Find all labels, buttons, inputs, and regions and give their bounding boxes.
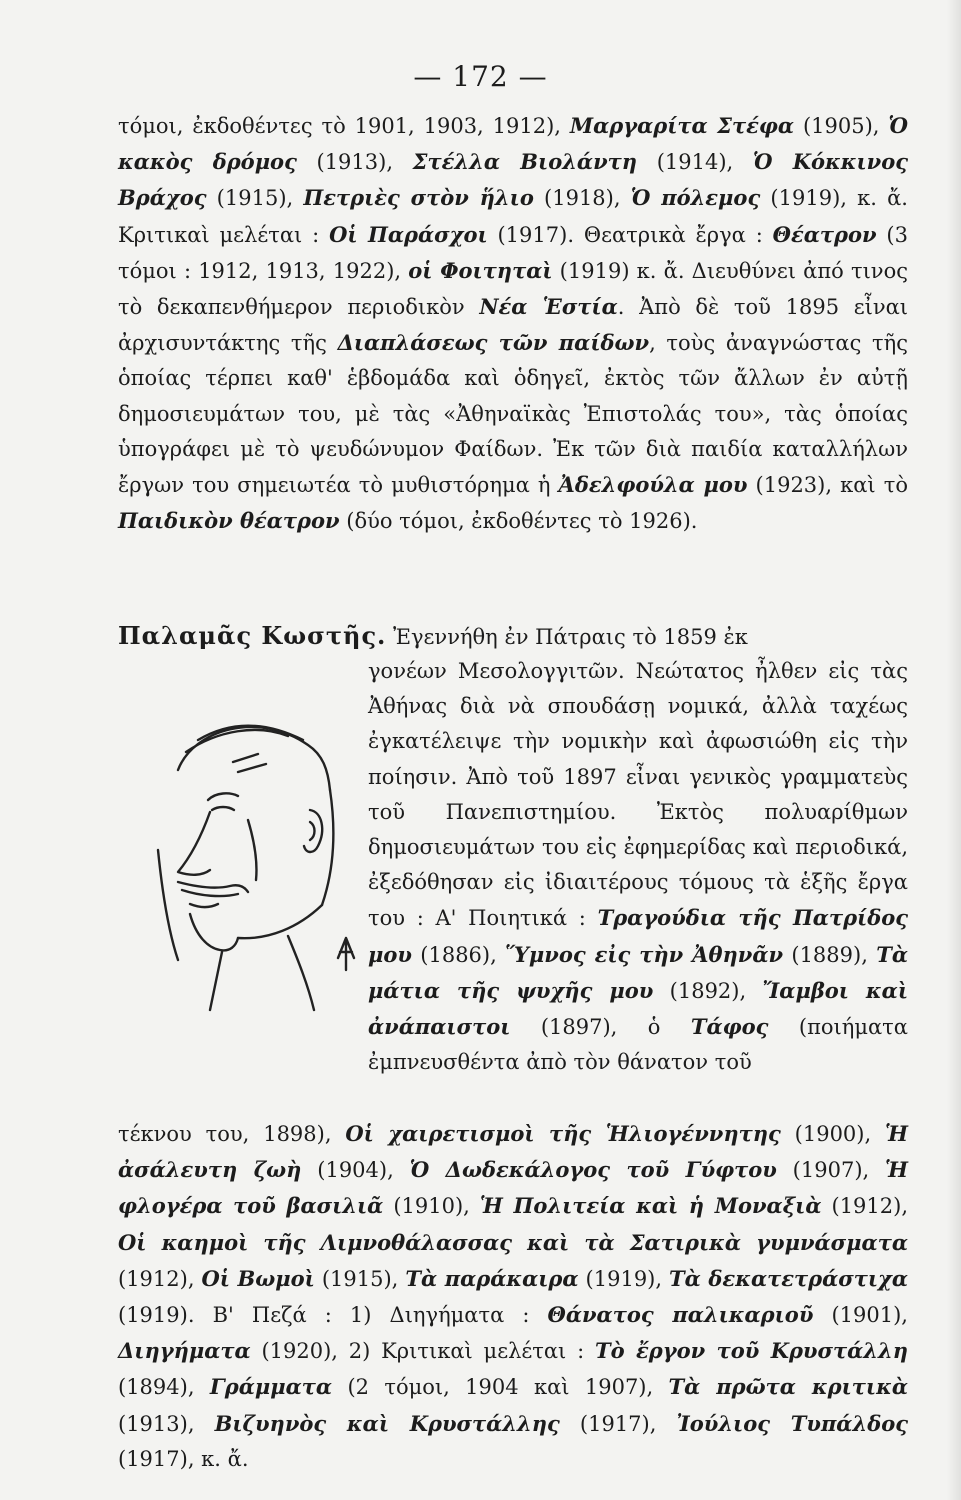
text-run: (1923), καὶ τὸ (747, 473, 908, 498)
paragraph-2 (368, 654, 908, 1080)
work-title: Νέα Ἑστία (479, 294, 618, 320)
work-title: Ὕμνος εἰς τὴν Ἀθηνᾶν (505, 941, 784, 967)
portrait-ear (304, 810, 322, 852)
entry-heading (118, 618, 908, 655)
portrait-ear-inner (310, 822, 315, 840)
text-run: (1892), (653, 978, 763, 1003)
text-run: (1919). Β' Πεζά : 1) Διηγήματα : (118, 1303, 548, 1328)
text-run: (1912), (118, 1266, 202, 1291)
text-run: . Ἀπὸ δὲ τοῦ 1895 εἶναι ἀρχισυντάκτης τῆς (118, 295, 909, 356)
work-title: Οἱ χαιρετισμοὶ τῆς Ἡλιογέννητης (345, 1121, 781, 1146)
work-title: Μαργαρίτα Στέφα (569, 113, 795, 138)
work-title: Διηγήματα (118, 1338, 251, 1364)
page-number: — 172 — (413, 60, 548, 93)
text-run: (1907), (776, 1158, 886, 1183)
portrait-forehead-line (233, 754, 258, 762)
text-run: (δύο τόμοι, ἐκδοθέντες τὸ 1926). (339, 509, 698, 534)
text-run: (1904), (301, 1158, 410, 1183)
text-run: (1912), (821, 1194, 909, 1219)
paragraph-3-text (118, 1116, 908, 1477)
work-title: Βιζυηνὸς καὶ Κρυστάλλης (214, 1410, 560, 1436)
portrait-nose (178, 812, 210, 875)
work-title: Θάνατος παλικαριοῦ (547, 1302, 814, 1328)
work-title: Ὁ κακὸς δρόμος (118, 113, 908, 175)
paragraph-3 (118, 1116, 908, 1477)
work-title: Πετριὲς στὸν ἥλιο (303, 185, 534, 211)
work-title: Τὰ δεκατετράστιχα (669, 1265, 909, 1291)
portrait-goatee (190, 914, 238, 950)
work-title: Τὰ παράκαιρα (405, 1265, 579, 1291)
text-run: (1905), (794, 114, 889, 138)
text-run: (2 τόμοι, 1904 καὶ 1907), (332, 1375, 669, 1400)
paragraph-2-text (368, 654, 908, 1080)
work-title: Τάφος (690, 1014, 769, 1040)
work-title: Ἡ ἀσάλευτη ζωὴ (118, 1121, 908, 1183)
work-title: Ἀδελφούλα μου (558, 472, 748, 498)
text-run: τέκνου του, 1898), (118, 1122, 346, 1146)
text-run: (1917). Θεατρικὰ ἔργα : (487, 222, 773, 247)
work-title: Παιδικὸν θέατρον (118, 508, 340, 534)
portrait-signature (338, 938, 354, 970)
author-name: Παλαμᾶς Κωστῆς. (118, 621, 387, 650)
work-title: Ἡ φλογέρα τοῦ βασιλιᾶ (118, 1157, 908, 1219)
work-title: Ὁ πόλεμος (630, 185, 761, 211)
work-title: Τὸ ἔργον τοῦ Κρυστάλλη (594, 1338, 908, 1364)
work-title: οἱ Φοιτηταὶ (408, 257, 553, 283)
work-title: Στέλλα Βιολάντη (412, 149, 638, 175)
paragraph-1-text (118, 108, 908, 539)
work-title: Οἱ Βωμοὶ (201, 1265, 315, 1291)
portrait-neck (210, 952, 222, 1010)
entry-heading-line (118, 618, 908, 655)
portrait-back-head (322, 790, 333, 905)
text-run: (1919), κ. ἄ. Κριτικαὶ μελέται : (118, 186, 908, 247)
work-title: Ὁ Κόκκινος Βράχος (118, 149, 909, 211)
portrait-collar-line (158, 850, 178, 960)
work-title: Οἱ καημοὶ τῆς Λιμνοθάλασσας καὶ τὰ Σατιρικὰ γυμνάσματα (118, 1229, 908, 1255)
text-run: (1913), (118, 1411, 215, 1436)
work-title: Ἴαμβοι καὶ ἀνάπαιστοι (368, 977, 908, 1040)
text-run: (1915), (314, 1266, 406, 1291)
text-run: (3 τόμοι : 1912, 1913, 1922), (118, 222, 908, 283)
portrait-eye (212, 807, 234, 810)
text-run: γονέων Μεσολογγιτῶν. Νεώτατος ἦλθεν εἰς τὰς Ἀθήνας διὰ νὰ σπουδάσῃ νομικά, ἀλλὰ ταχέως ἐγκατέλειψε τὴν νομικὴν καὶ ἀφωσιώθη εἰς τὴν ποίησιν. Ἀπὸ τοῦ 1897 εἶναι γενικὸς γραμματεὺς τοῦ Πανεπιστημίου. Ἐκτὸς πολυαρίθμων δημοσιευμάτων του εἰς ἐφημερίδας καὶ περιοδικά, ἐξεδόθησαν εἰς ἰδιαιτέρους τόμους τὰ ἑξῆς ἔργα του : Α' Ποιητικά : (368, 659, 908, 931)
text-run: (1914), (637, 150, 753, 175)
portrait-mustache-2 (182, 890, 238, 896)
portrait-head-outline (178, 727, 330, 790)
text-run: (1889), (783, 942, 877, 967)
text-run: (1917), κ. ἄ. (118, 1446, 249, 1471)
text-run: (1917), (559, 1411, 677, 1436)
work-title: Ὁ Δωδεκάλογος τοῦ Γύφτου (409, 1157, 777, 1183)
work-title: Διαπλάσεως τῶν παίδων (337, 330, 650, 356)
text-run: (1910), (383, 1194, 480, 1219)
text-run: (1897), ὁ (510, 1015, 691, 1040)
work-title: Τὰ πρῶτα κριτικὰ (668, 1374, 908, 1400)
text-run: (1913), (296, 150, 413, 175)
work-title: Τὰ μάτια τῆς ψυχῆς μου (368, 941, 909, 1003)
portrait-mustache (178, 882, 248, 892)
paragraph-1 (118, 108, 908, 539)
text-run: (1920), 2) Κριτικαὶ μελέται : (250, 1339, 595, 1364)
text-run: (1894), (118, 1375, 210, 1400)
work-title: Τραγούδια τῆς Πατρίδος μου (368, 905, 909, 967)
text-run: , τοὺς ἀναγνώστας τῆς ὁποίας τέρπει καθ' ἑβδομάδα καὶ ὁδηγεῖ, ἐκτὸς τῶν ἄλλων ἐν αὐτῇ δημοσιευμάτων του, μὲ τὰς «Ἀθηναϊκὰς Ἐπιστολάς του», τὰς ὁποίας ὑπογράφει μὲ τὸ ψευδώνυμον Φαίδων. Ἐκ τῶν διὰ παιδία καταλλήλων ἔργων του σημειωτέα τὸ μυθιστόρημα ἡ (118, 331, 908, 498)
text-run: (ποιήματα ἐμπνευσθέντα ἀπὸ τὸν θάνατον τοῦ (368, 1015, 908, 1075)
portrait-forehead-line-2 (238, 764, 266, 772)
text-run: (1900), (780, 1122, 886, 1146)
work-title: Ἰούλιος Τυπάλδος (676, 1410, 908, 1436)
work-title: Θέατρον (772, 221, 877, 247)
text-run: (1919), (578, 1266, 670, 1291)
portrait-mouth (190, 904, 218, 907)
work-title: Οἱ Παράσχοι (329, 221, 488, 247)
portrait-jaw (238, 905, 322, 938)
portrait-eyebrow (208, 793, 238, 800)
portrait-cheek (248, 820, 257, 880)
text-run: (1915), (206, 186, 304, 211)
text-run: τόμοι, ἐκδοθέντες τὸ 1901, 1903, 1912), (118, 114, 570, 138)
text-run: (1919) κ. ἄ. Διευθύνει ἀπό τινος τὸ δεκαπενθήμερον περιοδικὸν (118, 258, 908, 320)
work-title: Ἡ Πολιτεία καὶ ἡ Μοναξιὰ (479, 1193, 822, 1219)
portrait-collar (288, 936, 314, 1010)
text-run: (1886), (411, 942, 506, 967)
heading-text: Ἐγεννήθη ἐν Πάτραις τὸ 1859 ἐκ (386, 625, 748, 649)
portrait-sketch (138, 700, 358, 1020)
text-run: (1918), (533, 186, 631, 211)
page-edge-shadow (947, 0, 961, 1500)
work-title: Γράμματα (209, 1374, 333, 1400)
text-run: (1901), (813, 1303, 908, 1328)
